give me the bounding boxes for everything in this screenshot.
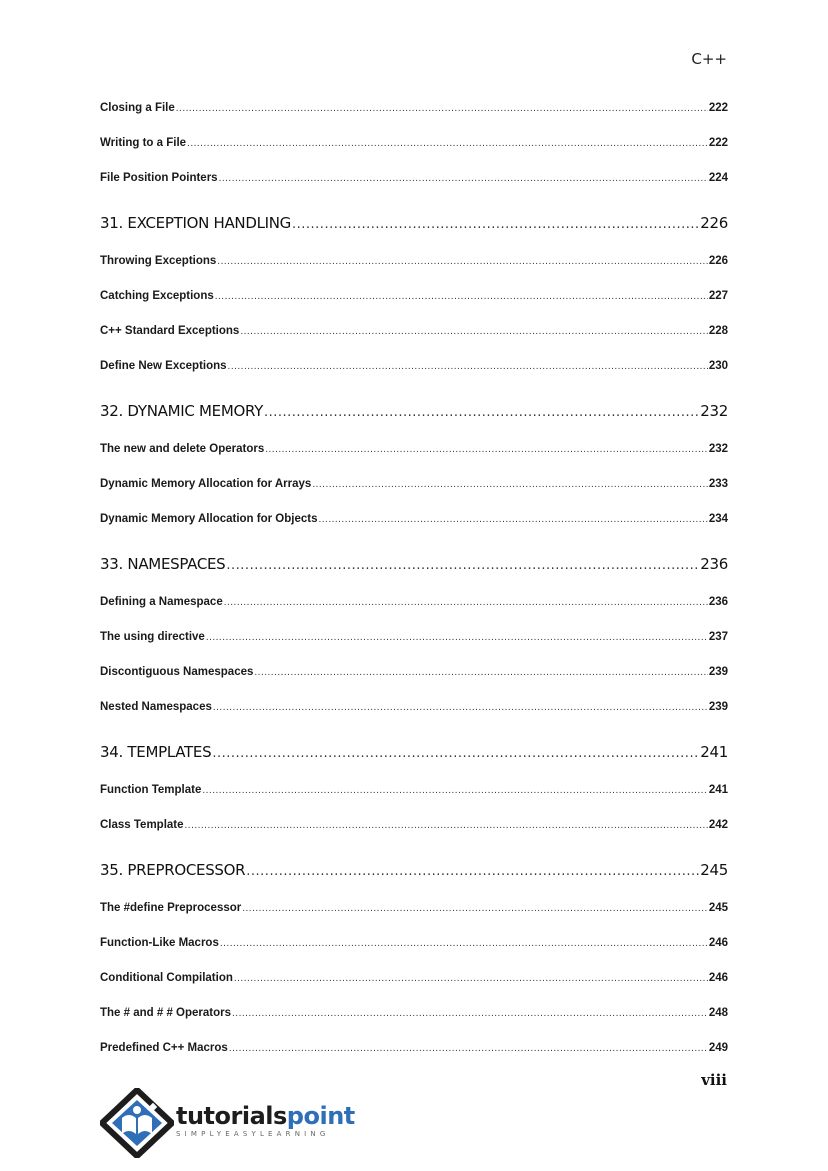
toc-entry[interactable] xyxy=(100,666,728,678)
toc-leader-dots xyxy=(215,291,708,302)
toc-chapter-page: 236 xyxy=(700,555,728,573)
toc-entry[interactable] xyxy=(100,1042,728,1054)
toc-entry-title: Function-Like Macros xyxy=(100,937,219,949)
toc-entry-page: 224 xyxy=(708,172,728,184)
toc-entry-title: Nested Namespaces xyxy=(100,701,212,713)
toc-leader-dots xyxy=(292,217,699,232)
toc-leader-dots xyxy=(187,138,708,149)
toc-entry-title: Dynamic Memory Allocation for Arrays xyxy=(100,478,312,490)
toc-entry[interactable] xyxy=(100,819,728,831)
toc-leader-dots xyxy=(312,479,707,490)
toc-entry[interactable] xyxy=(100,137,728,149)
toc-entry-page: 242 xyxy=(708,819,728,831)
toc-entry[interactable] xyxy=(100,937,728,949)
toc-chapter-title: 32. DYNAMIC MEMORY xyxy=(100,402,263,420)
tutorialspoint-logo-icon xyxy=(100,1088,174,1158)
toc-leader-dots xyxy=(213,702,708,713)
toc-entry-page: 233 xyxy=(708,478,728,490)
toc-entry-page: 227 xyxy=(708,290,728,302)
toc-chapter-page: 232 xyxy=(700,402,728,420)
toc-entry-title: Conditional Compilation xyxy=(100,972,233,984)
toc-leader-dots xyxy=(226,558,699,573)
toc-entry-page: 248 xyxy=(708,1007,728,1019)
toc-chapter-page: 226 xyxy=(700,214,728,232)
toc-entry-title: The #define Preprocessor xyxy=(100,902,242,914)
toc-entry-title: Defining a Namespace xyxy=(100,596,223,608)
toc-chapter-title: 34. TEMPLATES xyxy=(100,743,212,761)
toc-entry-title: Writing to a File xyxy=(100,137,187,149)
logo-tagline: SIMPLYEASYLEARNING xyxy=(176,1130,330,1138)
toc-entry[interactable] xyxy=(100,290,728,302)
toc-entry-page: 226 xyxy=(708,255,728,267)
toc-entry[interactable] xyxy=(100,255,728,267)
toc-leader-dots xyxy=(229,1043,708,1054)
toc-chapter-title: 31. EXCEPTION HANDLING xyxy=(100,214,292,232)
toc-entry-title: File Position Pointers xyxy=(100,172,218,184)
toc-chapter[interactable] xyxy=(100,743,728,761)
toc-leader-dots xyxy=(176,103,708,114)
toc-entry[interactable] xyxy=(100,478,728,490)
toc-entry[interactable] xyxy=(100,631,728,643)
toc-leader-dots xyxy=(212,746,699,761)
toc-entry[interactable] xyxy=(100,360,728,372)
toc-chapter[interactable] xyxy=(100,861,728,879)
toc-entry-page: 232 xyxy=(708,443,728,455)
toc-entry[interactable] xyxy=(100,325,728,337)
toc-entry-title: Catching Exceptions xyxy=(100,290,214,302)
toc-entry-title: Predefined C++ Macros xyxy=(100,1042,228,1054)
toc-leader-dots xyxy=(240,326,707,337)
toc-leader-dots xyxy=(219,173,708,184)
page-header-title: C++ xyxy=(691,50,727,68)
toc-entry-title: Discontiguous Namespaces xyxy=(100,666,254,678)
tutorialspoint-logo xyxy=(100,1088,360,1158)
toc-entry-page: 239 xyxy=(708,701,728,713)
toc-entry-page: 228 xyxy=(708,325,728,337)
toc-entry-page: 234 xyxy=(708,513,728,525)
toc-entry[interactable] xyxy=(100,102,728,114)
toc-entry[interactable] xyxy=(100,596,728,608)
toc-entry-page: 222 xyxy=(708,137,728,149)
toc-chapter-title: 35. PREPROCESSOR xyxy=(100,861,246,879)
toc-chapter-page: 245 xyxy=(700,861,728,879)
toc-entry-page: 230 xyxy=(708,360,728,372)
toc-leader-dots xyxy=(220,938,708,949)
toc-entry[interactable] xyxy=(100,902,728,914)
toc-leader-dots xyxy=(185,820,708,831)
toc-leader-dots xyxy=(264,405,699,420)
toc-entry-page: 236 xyxy=(708,596,728,608)
toc-entry-title: Dynamic Memory Allocation for Objects xyxy=(100,513,318,525)
toc-leader-dots xyxy=(232,1008,708,1019)
toc-entry[interactable] xyxy=(100,443,728,455)
logo-wordmark: tutorialspoint xyxy=(176,1102,355,1130)
toc-entry[interactable] xyxy=(100,972,728,984)
toc-entry-title: The using directive xyxy=(100,631,205,643)
toc-entry-page: 222 xyxy=(708,102,728,114)
toc-leader-dots xyxy=(246,864,699,879)
toc-leader-dots xyxy=(254,667,707,678)
toc-leader-dots xyxy=(265,444,708,455)
toc-entry-title: The # and # # Operators xyxy=(100,1007,232,1019)
toc-entry[interactable] xyxy=(100,701,728,713)
toc-leader-dots xyxy=(224,597,708,608)
toc-entry-page: 246 xyxy=(708,972,728,984)
toc-leader-dots xyxy=(242,903,708,914)
toc-entry-title: Class Template xyxy=(100,819,184,831)
toc-chapter[interactable] xyxy=(100,402,728,420)
toc-entry-page: 241 xyxy=(708,784,728,796)
toc-leader-dots xyxy=(234,973,708,984)
toc-entry-title: Closing a File xyxy=(100,102,175,114)
toc-leader-dots xyxy=(228,361,708,372)
toc-entry-page: 239 xyxy=(708,666,728,678)
toc-leader-dots xyxy=(217,256,708,267)
toc-entry-title: C++ Standard Exceptions xyxy=(100,325,240,337)
toc-entry-page: 245 xyxy=(708,902,728,914)
toc-entry-page: 237 xyxy=(708,631,728,643)
toc-chapter-title: 33. NAMESPACES xyxy=(100,555,226,573)
toc-leader-dots xyxy=(202,785,707,796)
toc-entry-page: 249 xyxy=(708,1042,728,1054)
toc-entry[interactable] xyxy=(100,513,728,525)
toc-leader-dots xyxy=(206,632,708,643)
toc-entry-title: Function Template xyxy=(100,784,202,796)
toc-chapter[interactable] xyxy=(100,555,728,573)
toc-entry-title: The new and delete Operators xyxy=(100,443,265,455)
toc-entry[interactable] xyxy=(100,172,728,184)
toc-chapter-page: 241 xyxy=(700,743,728,761)
toc-chapter[interactable] xyxy=(100,214,728,232)
toc-entry[interactable] xyxy=(100,1007,728,1019)
toc-entry-title: Throwing Exceptions xyxy=(100,255,217,267)
page-number: viii xyxy=(701,1071,727,1089)
toc-entry[interactable] xyxy=(100,784,728,796)
toc-entry-page: 246 xyxy=(708,937,728,949)
toc-leader-dots xyxy=(318,514,707,525)
toc-entry-title: Define New Exceptions xyxy=(100,360,227,372)
